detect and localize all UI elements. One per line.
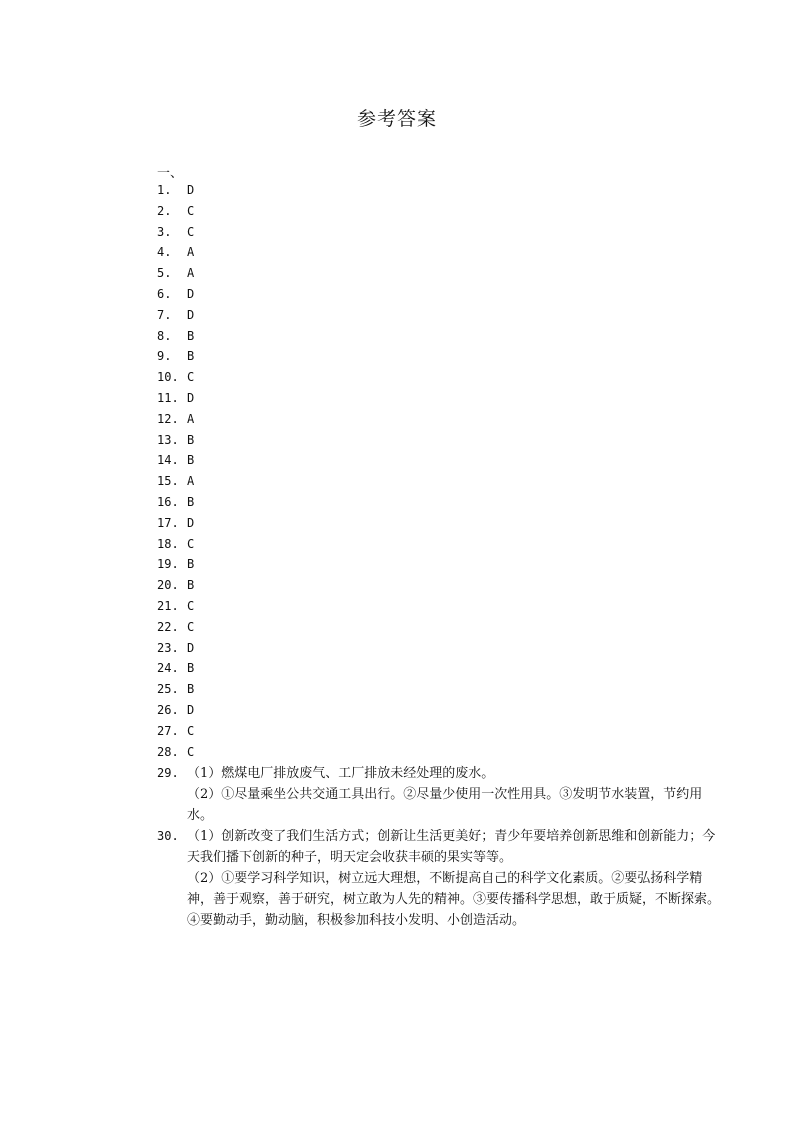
answer-row — [157, 367, 737, 388]
answer-choice: C — [187, 723, 195, 738]
answer-row — [157, 471, 737, 492]
answer-row — [157, 679, 737, 700]
answer-row — [157, 180, 737, 201]
answer-choice: B — [187, 349, 195, 364]
answer-choice: B — [187, 557, 195, 572]
question-number: 30. — [157, 829, 179, 843]
answer-row — [157, 658, 737, 679]
answer-row — [157, 284, 737, 305]
answer-number: 22. — [157, 619, 179, 634]
answer-row — [157, 263, 737, 284]
answer-row — [157, 554, 737, 575]
answer-number: 6. — [157, 286, 172, 301]
answer-choice: A — [187, 245, 195, 260]
answer-number: 3. — [157, 224, 172, 239]
answer-row — [157, 742, 737, 763]
answer-choice: C — [187, 224, 195, 239]
answer-number: 10. — [157, 370, 179, 385]
answer-row — [157, 617, 737, 638]
answer-row — [157, 638, 737, 659]
answer-choice: D — [187, 702, 195, 717]
answer-choice: C — [187, 598, 195, 613]
answer-choice: A — [187, 474, 195, 489]
answer-number: 27. — [157, 723, 179, 738]
answer-row — [157, 242, 737, 263]
answer-number: 1. — [157, 183, 172, 197]
answer-row — [157, 721, 737, 742]
answer-choice: B — [187, 682, 195, 697]
answer-choice: C — [187, 619, 195, 634]
answer-number: 23. — [157, 640, 179, 655]
page-title: 参考答案 — [356, 108, 437, 130]
q30-part2: （2）①要学习科学知识，树立远大理想，不断提高自己的科学文化素质。②要弘扬科学精神，善于观察，善于研究，树立敢为人先的精神。③要传播科学思想，敢于质疑，不断探索。④要勤动手，勤动脑，积极参加科技小发明、小创造活动。 — [187, 871, 721, 928]
answer-row — [157, 700, 737, 721]
q30-part1: （1）创新改变了我们生活方式；创新让生活更美好；青少年要培养创新思维和创新能力；今天我们播下创新的种子，明天定会收获丰硕的果实等等。 — [187, 829, 716, 865]
answer-number: 15. — [157, 474, 179, 489]
answer-row — [157, 201, 737, 222]
answer-number: 4. — [157, 245, 172, 260]
answer-number: 2. — [157, 203, 172, 218]
answer-number: 20. — [157, 578, 179, 593]
answer-choice: B — [187, 661, 195, 676]
answer-number: 25. — [157, 682, 179, 697]
answer-choice: C — [187, 744, 195, 759]
answer-row — [157, 388, 737, 409]
answer-choice: B — [187, 494, 195, 509]
answer-number: 16. — [157, 494, 179, 509]
answer-number: 8. — [157, 328, 172, 343]
answer-choice: B — [187, 432, 195, 447]
answer-choice: A — [187, 411, 195, 426]
answer-row — [157, 430, 737, 451]
answer-row — [157, 596, 737, 617]
answer-number: 28. — [157, 744, 179, 759]
question-number: 29. — [157, 766, 179, 780]
answer-choice: D — [187, 640, 195, 655]
answer-number: 17. — [157, 515, 179, 530]
answer-choice: A — [187, 266, 195, 281]
answer-choice: D — [187, 307, 195, 322]
answer-list — [157, 180, 737, 762]
answer-row — [157, 305, 737, 326]
answer-choice: D — [187, 183, 195, 197]
answer-choice: C — [187, 203, 195, 218]
answer-choice: D — [187, 515, 195, 530]
answer-choice: C — [187, 536, 195, 551]
answer-row — [157, 409, 737, 430]
answer-number: 13. — [157, 432, 179, 447]
answer-number: 19. — [157, 557, 179, 572]
answer-number: 7. — [157, 307, 172, 322]
answer-choice: D — [187, 286, 195, 301]
answer-row — [157, 222, 737, 243]
answer-choice: B — [187, 453, 195, 468]
question-30 — [157, 826, 725, 931]
answer-number: 18. — [157, 536, 179, 551]
answer-number: 24. — [157, 661, 179, 676]
answer-number: 26. — [157, 702, 179, 717]
answer-choice: B — [187, 578, 195, 593]
answer-row — [157, 450, 737, 471]
answer-number: 11. — [157, 390, 179, 405]
answer-number: 12. — [157, 411, 179, 426]
q29-part2: （2）①尽量乘坐公共交通工具出行。②尽量少使用一次性用具。③发明节水装置，节约用水。 — [187, 787, 703, 823]
answer-number: 9. — [157, 349, 172, 364]
question-29 — [157, 763, 725, 826]
answer-row — [157, 575, 737, 596]
answer-number: 5. — [157, 266, 172, 281]
answer-choice: B — [187, 328, 195, 343]
section-label: 一、 — [157, 166, 184, 181]
answer-choice: D — [187, 390, 195, 405]
answer-row — [157, 326, 737, 347]
answer-row — [157, 492, 737, 513]
answer-choice: C — [187, 370, 195, 385]
answer-number: 21. — [157, 598, 179, 613]
q29-part1: （1）燃煤电厂排放废气、工厂排放未经处理的废水。 — [187, 766, 495, 781]
answer-row — [157, 513, 737, 534]
answer-row — [157, 534, 737, 555]
answer-row — [157, 346, 737, 367]
answer-number: 14. — [157, 453, 179, 468]
